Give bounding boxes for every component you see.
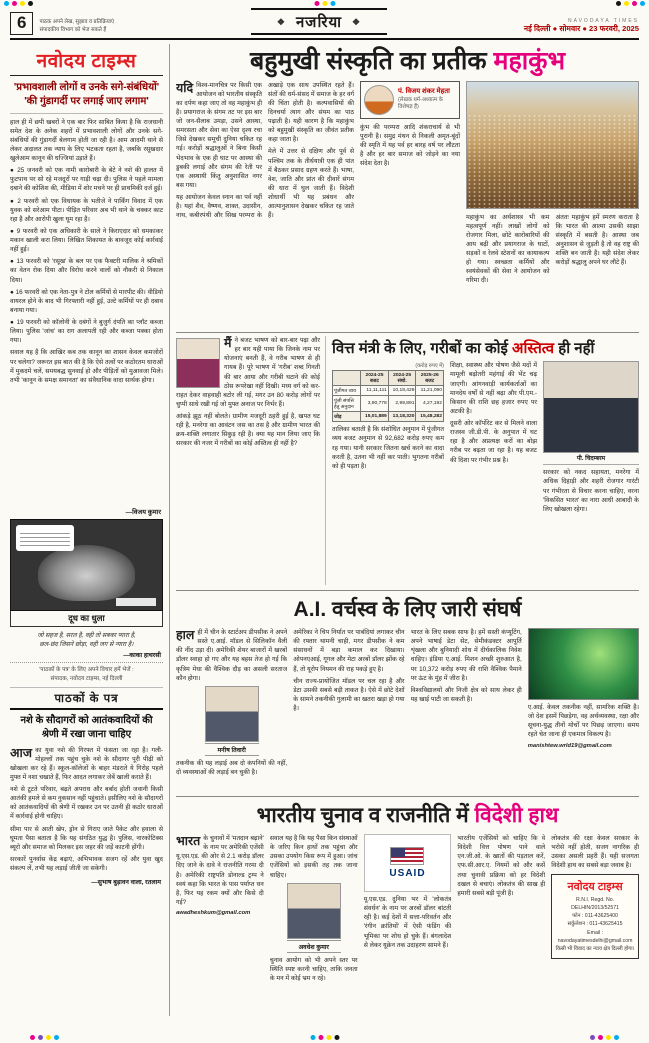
ai-column-2 [293,628,404,796]
editorial-paragraph: ● 16 फरवरी को एक नेता-पुत्र ने टोल कर्मियों से मारपीट की। वीडियो वायरल होने के बाद भी गिरफ्तारी नहीं हुई, उल्टे कर्मियों पर ही दबाव बनाया गया। [10,288,163,314]
foreign-paragraph: सवाल यह है कि यह पैसा किन संस्थाओं के जरिए किन हाथों तक पहुंचा और उसका उपयोग किस रूप में हुआ। जांच एजेंसियों को इसकी तह तक जाना चाहिए। [269,835,358,879]
article-mahakumbh-headline [176,44,639,81]
budget-table-header-cell: 2024-25 संशो. [388,371,416,386]
author-name: पं. विजय शंकर मेहता [398,88,450,96]
ai-paragraphs-1 [176,759,287,777]
letter-paragraphs [10,785,163,873]
foreign-paragraph: भारतीय एजेंसियों को चाहिए कि वे विदेशी वित्त पोषण पाने वाले एन.जी.ओ. के खातों की पड़ताल करें, एफ.सी.आर.ए. नियमों को और कसें तथा चुनावी प्रक्रिया को हर विदेशी दखल से बचाएं। लोकतंत्र की साख ही हमारी सबसे बड़ी पूंजी है। [457,835,546,897]
brand-small-label: NAVODAYA TIMES [568,17,639,24]
registration-dot-yellow [46,1035,51,1040]
letter-headline: नशे के सौदागरों को आतंकवादियों की श्रेणी में रखा जाना चाहिए [20,714,153,740]
editorial-signature: —विजय कुमार [125,508,161,516]
registration-dot-cyan [614,1035,619,1040]
letter-lead-text: का युवा नशे की गिरफ्त में फंसता जा रहा है। गली-मोहल्लों तक पहुंच चुके नशे के सौदागर पूरी पीढ़ी को खोखला कर रहे हैं। स्कूल-कॉलेजों के बाहर मंडराते ये गिरोह पहले मुफ्त में नशा चखाते हैं, फिर आदत लगाकर जेबें खाली कराते हैं। [10,746,163,781]
awadhesh-kumar-chip [287,883,341,953]
budget-table-body [333,386,444,422]
budget-table-header-row [333,371,444,386]
quote-block [10,627,163,664]
manish-tiwari-caption: मनीष तिवारी [205,743,259,756]
publisher-contact-line: फोन : 011-43625400 [572,913,618,920]
foreign-column-3 [364,834,452,1016]
budget-value: 3,90,778 [361,396,389,412]
foreign-column-1 [176,834,264,1016]
budget-table-header-cell: 2024-25 बजट [361,371,389,386]
budget-table-row [333,396,444,412]
ai-columns [176,628,639,796]
budget-main-block [326,336,639,585]
registration-dot-yellow [624,1,629,6]
ai-column-4 [528,628,639,796]
registration-dot-magenta [12,1,17,6]
budget-value: 15,48,282 [416,412,444,422]
budget-lead-text: ने बजट भाषण को बार-बार पढ़ा और हर बार यही पाया कि जिनके नाम पर योजनाएं बनती हैं, वे गरीब भाषण से ही गायब हैं। पूरे भाषण में 'गरीब' शब्द गिनती की बार आया और गरीबी घटाने की कोई ठोस रूपरेखा नहीं दिखी। मध्य वर्ग को कर-राहत देकर वाहवाही बटोर ली गई, मगर उन 80 करोड़ लोगों पर चुप्पी साधे रखी गई जो मुफ्त अनाज पर निर्भर हैं। [176,337,320,408]
foreign-paragraphs-3 [364,895,452,950]
mahakumbh-paragraph: अंततः महाकुंभ हमें स्मरण कराता है कि भारत की आत्मा उसकी साझा संस्कृति में बसती है। आस्था जब अनुशासन से जुड़ती है तो वह राष्ट्र की शक्ति बन जाती है। यही संदेश लेकर करोड़ों श्रद्धालु अपने घर लौटे हैं। [555,213,639,267]
mahakumbh-paragraph: मेले में उत्तर से दक्षिण और पूर्व से पश्चिम तक के तीर्थयात्री एक ही पांत में बैठकर प्रसाद ग्रहण करते हैं। भाषा, वेश, जाति और प्रांत की दीवारें संगम की धारा में घुल जाती हैं। विदेशी शोधार्थी भी यह प्रबंधन और आत्मानुशासन देखकर चकित रह जाते हैं। [268,148,354,220]
letter-body [10,746,163,1017]
editorial-paragraph: ● 25 जनवरी को एक नामी कारोबारी के बेटे ने नशे की हालत में फुटपाथ पर सो रहे मजदूरों पर गाड़ी चढ़ा दी। पुलिस ने पहले मामला दबाने की कोशिश की, मीडिया में शोर मचने पर ही प्राथमिकी दर्ज हुई। [10,167,163,193]
ai-illustration [528,628,639,700]
budget-paragraph: तालिका बताती है कि संशोधित अनुमान में पूंजीगत व्यय बजट अनुमान से 92,682 करोड़ रुपए कम रह गया। यानी सरकार जितना खर्च करने का वादा करती है, उतना भी नहीं कर पाती। भुगतना गरीबों को ही पड़ता है। [332,426,444,470]
editorial-paragraph: सवाल यह है कि आखिर कब तक कानून का शासन केवल कमजोरों पर चलेगा? जरूरत इस बात की है कि ऐसे तत्वों पर कठोरतम धाराओं में मुकदमे चलें, समयबद्ध सुनवाई हो और पीड़ितों को मुआवजा मिले। तभी 'कानून के समक्ष समानता' का संवैधानिक वादा सार्थक होगा। [10,349,163,384]
publisher-contact-line: R.N.I. Regd. No. DELHIN/2013/52571 [571,896,620,911]
ai-paragraph: तकनीक की यह लड़ाई अब दो कंपनियों की नहीं, दो व्यवस्थाओं की लड़ाई बन चुकी है। [176,759,288,776]
foreign-paragraphs-5 [551,834,639,871]
letter-paragraph: सरकारें पुनर्वास केंद्र बढ़ाएं, अभिभावक सजग रहें और युवा खुद संकल्प लें, तभी यह लड़ाई जीती जा सकेगी। [10,855,163,872]
registration-dot-black [616,1,621,6]
article-budget-layout [176,333,639,585]
page-content [10,44,639,1016]
section-title [251,8,387,35]
dateline-block [524,18,639,35]
letter-paragraph: सीमा पार से आती खेप, ड्रोन से गिराए जाते पैकेट और हवाला से घूमता पैसा बताता है कि यह संगठित युद्ध है। पुलिस, नारकोटिक्स ब्यूरो और समाज को मिलकर इस जहर की जड़ें काटनी होंगी। [10,825,163,851]
article-mahakumbh [176,44,639,332]
registration-dot-yellow [20,1,25,6]
publisher-contact-line: Email : navodayatimesdelhi@gmail.com [557,929,633,945]
budget-paragraph: दूसरी ओर कॉर्पोरेट कर से मिलने वाला राजस्व जी.डी.पी. के अनुपात में घट रहा है और अप्रत्यक्ष करों का बोझ गरीब पर बढ़ता जा रहा है। यह बजट की दिशा पर गंभीर प्रश्न है। [450,420,537,464]
registration-dot-black [28,1,33,6]
author-box [360,81,460,119]
mahakumbh-columns-left [176,81,354,325]
registration-dot-black [334,1035,339,1040]
budget-paragraph: शिक्षा, स्वास्थ्य और पोषण जैसे मदों में मामूली बढ़ोतरी महंगाई की भेंट चढ़ जाएगी। आंगनवाड़ी कार्यकर्ताओं का मानदेय वर्षों से नहीं बढ़ा और पी.एम.-किसान की राशि छह हजार रुपए पर अटकी है। [450,362,537,415]
registration-marks-bottom-left [30,1035,59,1040]
editorial-paragraph: हाल ही में छपी खबरों ने एक बार फिर साबित किया है कि राजधानी समेत देश के अनेक शहरों में प्रभावशाली लोगों और उनके सगे-संबंधियों की गुंडागर्दी बेलगाम होती जा रही है। आम आदमी थाने से लेकर अदालत तक न्याय के लिए भटकता रहता है, जबकि रसूखदार खुलेआम कानून की धज्जियां उड़ाते हैं। [10,118,163,163]
masthead-logo: नवोदय टाइम्स [36,51,137,72]
publisher-contact-box [551,874,639,959]
headline-accent: अस्तित्व [512,340,555,357]
registration-dot-magenta [30,1035,35,1040]
mahakumbh-lead-paragraph [176,81,262,191]
mahakumbh-paragraph: यह आयोजन केवल स्नान का पर्व नहीं है। यहां शैव, वैष्णव, शाक्त, उदासीन, नाथ, कबीरपंथी और सिख परम्परा के अखाड़े एक साथ उपस्थित रहते हैं। संतों की धर्म-संसद में समाज के हर वर्ग की चिंता होती है। कल्पवासियों की दिनचर्या त्याग और संयम का पाठ पढ़ाती है। यही कारण है कि महाकुंभ को बहुमुखी संस्कृति का जीवंत प्रतीक कहा जाता है। [176,81,354,220]
article-budget-poor [176,332,639,590]
budget-lead-column [176,336,326,585]
budget-column-middle [450,361,537,585]
us-flag-icon [390,847,424,865]
registration-dot-yellow [326,1035,331,1040]
letters-section-header: पाठकों के पत्र [10,688,163,710]
budget-table-note: (करोड़ रुपए में) [415,363,444,370]
budget-value: 11,21,090 [416,386,444,396]
budget-paragraph: आंकड़े झूठ नहीं बोलते। ग्रामीण मजदूरी ठहरी हुई है, खपत घट रही है, मनरेगा का आवंटन जस का तस है और ग्रामीण भारत की क्रय-शक्ति लगातार सिकुड़ रही है। क्या यह मान लिया जाए कि सरकार की नजर में गरीबों का कोई अस्तित्व ही नहीं है? [176,413,320,448]
vijay-shankar-mehta-photo [364,85,394,115]
reader-note-line2: संपादकीय विभाग को भेज सकते हैं [39,26,107,33]
ai-column-1 [176,628,287,796]
budget-value: 15,01,889 [361,412,389,422]
article-ai-headline: A.I. वर्चस्व के लिए जारी संघर्ष [293,598,522,621]
registration-dot-cyan [330,1,335,6]
ai-paragraph: भारत के लिए सबक साफ है। हमें सस्ती कंप्यूटिंग, अपने भाषाई डेटा सेट, सेमीकंडक्टर आपूर्ति शृंखला और बुनियादी शोध में दीर्घकालिक निवेश चाहिए। इंडिया ए.आई. मिशन अच्छी शुरुआत है, पर 10,372 करोड़ रुपए की राशि वैश्विक पैमाने पर ऊंट के मुंह में जीरा है। [410,629,522,682]
publisher-contact-line: किसी भी विवाद का न्याय क्षेत्र दिल्ली होगा। [555,946,635,953]
letter-paragraph: नशे से टूटते परिवार, बढ़ते अपराध और बर्बाद होती जवानी किसी आतंकी हमले से कम नुकसान नहीं पहुंचाते। इसीलिए नशे के सौदागरों को आतंकवादियों की श्रेणी में रखकर उन पर उतनी ही कठोर धाराओं में कार्रवाई होनी चाहिए। [10,786,163,821]
editorial-paragraph: ● 13 फरवरी को 'रसूख' के बल पर एक फैक्टरी मालिक ने श्रमिकों का वेतन रोक दिया और विरोध करने वालों को नौकरी से निकाल दिया। [10,258,163,284]
mahakumbh-paragraph: कुंभ की परम्परा आदि शंकराचार्य से भी पुरानी है। समुद्र मंथन से निकली अमृत-बूंदों की स्मृति में यह पर्व हर बारह वर्ष पर लौटता है और हर बार समाज को जोड़ने का नया संदेश देता है। [360,123,460,167]
budget-value: 11,11,111 [361,386,389,396]
mahakumbh-lead-word: यदि [176,80,194,95]
edition-dateline: नई दिल्ली ● सोमवार ● 23 फरवरी, 2025 [523,24,639,34]
page-number: 6 [10,12,33,35]
article-foreign-hand [176,796,639,1016]
foreign-paragraphs-2a [270,834,358,880]
main-column [170,44,639,1016]
mahakumbh-column-right [466,81,639,325]
foreign-column-5 [551,834,639,1016]
left-column [10,44,170,1016]
mahakumbh-paragraph: महाकुंभ का अर्थशास्त्र भी कम महत्वपूर्ण नहीं। लाखों लोगों को रोजगार मिला, छोटे कारोबारियों की आय बढ़ी और प्रयागराज के घाटों, सड़कों व रेलवे स्टेशनों का कायाकल्प हो गया। स्वच्छता कर्मियों और स्वयंसेवकों की सेवा ने आयोजन को गरिमा दी। [466,213,550,285]
ai-paragraphs-4 [528,703,639,740]
cartoon-speech-bubble [16,525,74,551]
mahakumbh-photo [466,81,639,209]
ai-paragraph: ए.आई. केवल तकनीक नहीं, सामरिक शक्ति है। जो देश इसमें पिछड़ेगा, वह अर्थव्यवस्था, रक्षा और सूचना-युद्ध तीनों मोर्चों पर पिछड़ जाएगा। समय रहते चेत जाना ही एकमात्र विकल्प है। [527,704,639,739]
ornament-left-icon: ❖ [276,16,286,27]
foreign-lead-word: भारत [176,834,201,848]
page-header [10,8,639,40]
article-ai-struggle [176,590,639,796]
registration-dot-yellow [606,1035,611,1040]
ai-author-email: manishtew.wrld19@gmail.com [527,742,612,749]
article-budget-headline [332,336,639,361]
article-mahakumbh-body [176,81,639,325]
editorial-paragraph: ● 9 फरवरी को एक अधिकारी के साले ने किराएदार को धमकाकर मकान खाली करा लिया। लिखित शिकायत के बावजूद कोई कार्रवाई नहीं हुई। [10,227,163,254]
budget-paragraphs-a [332,425,444,471]
budget-column-table [332,361,444,585]
foreign-column-2 [270,834,358,1016]
author-box-text [398,88,456,111]
registration-dot-cyan [640,1,645,6]
headline-accent: विदेशी हाथ [474,804,559,827]
registration-dot-magenta [314,1,319,6]
foreign-paragraph: चुनाव आयोग को भी अपने स्तर पर स्थिति स्पष्ट करनी चाहिए, ताकि जनता के मन में कोई भ्रम न रहे। [269,956,358,982]
publisher-contact-lines [555,896,635,954]
editorial-cartoon [10,519,163,611]
article-foreign-hand-headline [176,797,639,834]
editorial-headline [10,76,163,114]
headline-accent: महाकुंभ [493,47,566,75]
ai-column-3 [411,628,522,796]
awadhesh-kumar-caption: अवधेश कुमार [287,940,341,953]
mahakumbh-lead-text: विश्व-मानचित्र पर किसी एक आयोजन को भारतीय संस्कृति का दर्पण कहा जाए तो वह महाकुंभ ही है। प्रयागराज के संगम तट पर इस बार जो जन-सैलाब उमड़ा, उसने आस्था, समरसता और सेवा का ऐसा दृश्य रचा जिसे देखकर समूची दुनिया चकित रह गई। करोड़ों श्रद्धालुओं ने बिना किसी भेदभाव के एक ही घाट पर आस्था की डुबकी लगाई और संगम की रेती पर एक अस्थायी किंतु अनुशासित नगर बस गया। [176,81,263,189]
ornament-right-icon: ❖ [352,16,362,27]
author-description: (लेखक धर्म-अध्यात्म के विशेषज्ञ हैं) [398,96,443,110]
mahakumbh-column-middle [360,81,460,325]
budget-row-label: पूंजी संपत्ति हेतु अनुदान [333,396,361,412]
masthead [10,44,163,76]
budget-value: 13,18,320 [388,412,416,422]
budget-row-label: जोड़ [333,412,361,422]
registration-marks-top-right [616,1,645,6]
headline-text: बहुमुखी संस्कृति का प्रतीक [249,47,487,75]
editorial-paragraph: ● 19 फरवरी को कॉलोनी के दबंगों ने बुजुर्ग दंपति का प्लॉट कब्जा लिया। पुलिस 'जांच' का राग अलापती रही और कब्जा पक्का होता गया। [10,319,163,345]
foreign-paragraph: यू.एस.एड. दुनिया भर में 'लोकतंत्र संवर्धन' के नाम पर अरबों डॉलर बांटती रही है। कई देशों में सत्ता-परिवर्तन और 'रंगीन क्रांतियों' में ऐसी फंडिंग की भूमिका पर शोध हो चुके हैं। बंगलादेश से लेकर यूक्रेन तक उदाहरण सामने हैं। [363,896,452,949]
publisher-contact-line: सर्कुलेशन : 011-43625415 [567,921,623,928]
ai-paragraph: अमेरिका ने चिप निर्यात पर पाबंदियां लगाकर चीन की रफ्तार थामनी चाही, मगर डीपसीक ने कम संसाधनों में बड़ा कमाल कर दिखाया। ओपनएआई, गूगल और मेटा अरबों डॉलर झोंक रहे हैं, तो यूरोप नियमन की राह पकड़े हुए है। [293,629,405,673]
headline-text: ही नहीं [554,340,595,357]
budget-table [332,370,444,422]
budget-lead-word: मैं [224,336,232,350]
registration-dot-cyan [310,1035,315,1040]
registration-dot-cyan [54,1035,59,1040]
quote-lines [12,631,161,650]
letters-address-note [10,663,163,687]
manish-tiwari-photo [205,686,259,742]
budget-value: 4,27,192 [416,396,444,412]
headline-text: भारतीय चुनाव व राजनीति में [256,804,469,827]
budget-table-row [333,386,444,396]
awadhesh-kumar-photo [287,883,341,939]
registration-marks-top-center [314,1,335,6]
usaid-image [364,834,452,892]
budget-table-row [333,412,444,422]
budget-value: 2,99,891 [388,396,416,412]
budget-row-label: पूंजीगत व्यय [333,386,361,396]
reader-note [39,18,114,35]
budget-paragraphs-c [543,468,639,514]
chidambaram-photo-caption: पी. चिदम्बरम [543,453,639,465]
manish-tiwari-chip [205,686,259,756]
registration-marks-top-left [4,1,33,6]
editorial-headline-line2: 'की गुंडागर्दी पर लगाई जाए लगाम' [24,95,149,107]
registration-dot-purple [590,1035,595,1040]
finance-minister-photo [176,338,220,388]
header-left [10,12,114,35]
mahakumbh-paragraphs-3 [466,213,639,325]
reader-note-line1: पाठक अपने लेख, सुझाव व प्रतिक्रियाएं [39,18,115,25]
mahakumbh-paragraphs-2 [360,123,460,172]
budget-column-right [543,361,639,585]
budget-paragraph: सरकार को नकद सहायता, मनरेगा में अधिक दिहाड़ी और शहरी रोजगार गारंटी पर गंभीरता से विचार करना चाहिए, वरना 'विकसित भारत' का नारा आधी आबादी के लिए खोखला रहेगा। [543,469,639,513]
letters-address-line: संपादक, नवोदय टाइम्स, नई दिल्ली [50,675,123,682]
editorial-headline-line1: 'प्रभावशाली लोगों व उनके सगे-संबंधियों' [13,82,160,93]
registration-dot-yellow [322,1,327,6]
budget-table-head [333,371,444,386]
page-inner [10,8,639,1027]
ai-lead-paragraph [176,628,287,683]
cartoon-signature-strip [116,598,156,606]
ai-paragraph: चीन राज्य-प्रायोजित मॉडल पर चल रहा है और डेटा उसकी सबसे बड़ी ताकत है। ऐसे में छोटे देशों के सामने तकनीकी गुलामी का खतरा खड़ा हो गया है। [293,677,405,712]
ai-lead-word: हाल [176,628,195,642]
quote-line: छल-छंद जिसने छोड़ा, वही जग से न्यारा है। [39,640,134,648]
budget-table-header-cell: 2025-26 बजट [416,371,444,386]
letter-lead-paragraph [10,746,163,783]
ai-paragraph: विश्वविद्यालयों और निजी क्षेत्र को साथ लेकर ही यह खाई पाटी जा सकती है। [410,686,522,703]
editorial-body [10,114,163,506]
letters-address-line: 'पाठकों के पत्र' के लिए अपने विचार हमें भेजें : [39,667,134,674]
registration-marks-bottom-right [590,1035,619,1040]
foreign-paragraphs-2b [270,956,358,983]
registration-dot-cyan [4,1,9,6]
budget-columns [332,361,639,585]
ai-lead-text: ही में चीन के स्टार्टअप डीपसीक ने अपने सस्ते ए.आई. मॉडल से सिलिकॉन वैली की नींद उड़ा दी। अमेरिकी शेयर बाजारों में खरबों डॉलर स्वाहा हो गए और यह बहस तेज हो गई कि कृत्रिम मेधा की वैश्विक दौड़ का असली सरताज कौन होगा। [176,629,288,682]
chidambaram-photo [543,361,639,453]
editorial-paragraph: ● 2 फरवरी को एक विधायक के भतीजे ने पार्किंग विवाद में एक युवक को सरेआम पीटा। पीड़ित परिवार अब भी थाने के चक्कर काट रहा है और आरोपी खुला घूम रहा है। [10,197,163,223]
foreign-paragraph: लोकतंत्र की रक्षा केवल सरकार के भरोसे नहीं होती, सजग नागरिक ही उसका असली प्रहरी हैं। यही सजगता विदेशी हाथ का सबसे बड़ा जवाब है। [551,835,639,870]
headline-text: वित्त मंत्री के लिए, गरीबों का कोई [332,340,513,357]
usaid-logo-text: USAID [389,868,426,879]
publisher-logo: नवोदय टाइम्स [567,880,623,893]
letter-signature: —सुभाष बुड़ावन वाला, रतलाम [91,879,161,887]
foreign-column-4 [457,834,545,1016]
section-title-label: नजरिया [295,14,343,31]
cartoon-caption: दूध का धुला [10,611,163,627]
registration-dot-purple [38,1035,43,1040]
quote-attribution: —काका हाथरसी [123,652,161,660]
foreign-lead-text: के चुनावों में 'मतदान बढ़ाने' के नाम पर अमेरिकी एजेंसी यू.एस.एड. की ओर से 2.1 करोड़ डॉलर दिए जाने के दावे ने राजनीति गरमा दी है। अमेरिकी राष्ट्रपति डोनाल्ड ट्रम्प ने स्वयं कहा कि भारत के पास पर्याप्त धन है, फिर यह रकम क्यों और किसे दी गई? [176,835,264,906]
budget-table-header-cell [333,371,361,386]
budget-value: 10,18,429 [388,386,416,396]
quote-line: जो सहज है, सरल है, वही तो सबका प्यारा है, [37,631,136,639]
letter-lead-word: आज [10,745,33,760]
budget-lead-more [176,412,320,449]
foreign-lead-paragraph [176,834,264,907]
registration-dot-magenta [318,1035,323,1040]
registration-dot-magenta [632,1,637,6]
registration-marks-bottom-center [310,1035,339,1040]
foreign-hand-columns [176,834,639,1016]
registration-dot-magenta [598,1035,603,1040]
foreign-author-email: awadheshkum@gmail.com [176,910,251,916]
